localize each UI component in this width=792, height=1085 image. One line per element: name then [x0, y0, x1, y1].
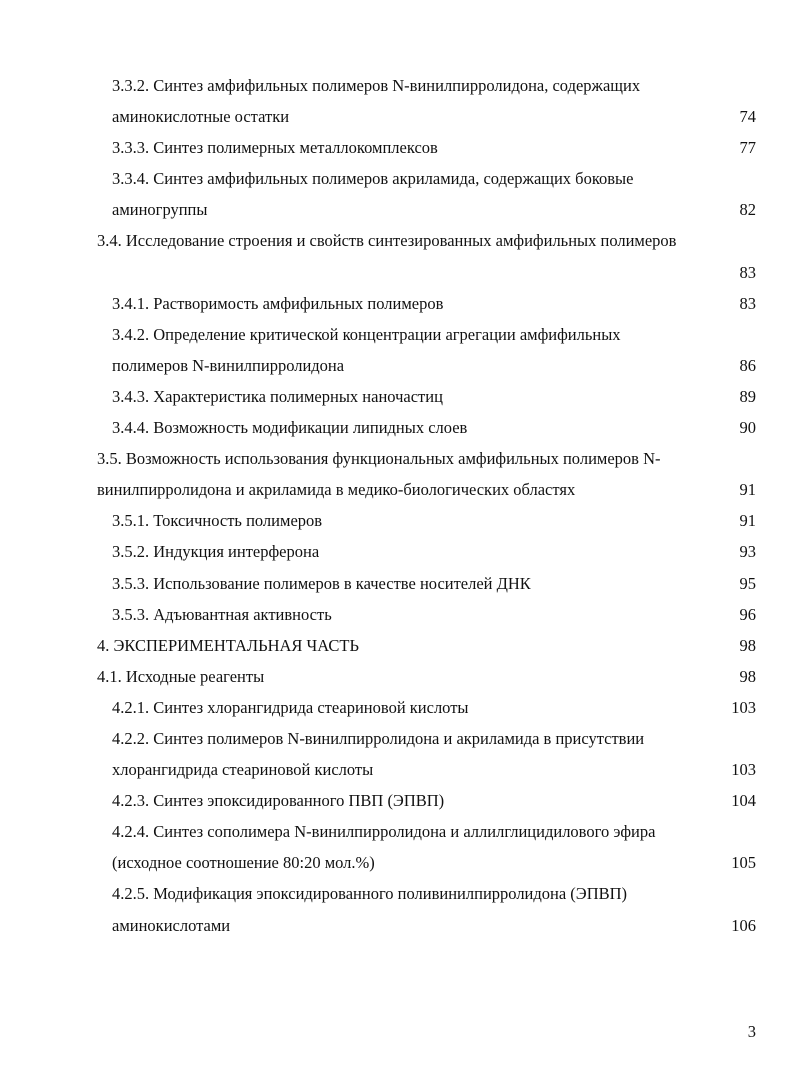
toc-entry-line — [0, 599, 792, 630]
toc-entry-line — [0, 194, 792, 225]
toc-entry-page-number: 74 — [739, 107, 756, 127]
toc-entry-text: 4.2.1. Синтез хлорангидрида стеариновой кислоты — [112, 697, 469, 717]
toc-entry-line — [0, 568, 792, 599]
toc-entry-page-number: 96 — [739, 604, 756, 624]
toc-entry-text: 3.3.4. Синтез амфифильных полимеров акриламида, содержащих боковые — [112, 169, 634, 189]
toc-entry-page-number: 98 — [739, 635, 756, 655]
toc-entry-line — [0, 910, 792, 941]
toc-entry-text: 4.2.5. Модификация эпоксидированного поливинилпирролидона (ЭПВП) — [112, 884, 628, 904]
toc-entry-line — [0, 70, 792, 101]
toc-entry-text: 3.3.3. Синтез полимерных металлокомплексов — [112, 138, 438, 158]
toc-entry-line — [0, 381, 792, 412]
toc-entry-page-number: 90 — [739, 418, 756, 438]
toc-entry-page-number: 106 — [731, 915, 756, 935]
toc-entry-line — [0, 350, 792, 381]
toc-entry-text: аминокислотами — [112, 915, 231, 935]
toc-entry-text: аминокислотные остатки — [112, 107, 290, 127]
toc-entry-text: 3.5.3. Адъювантная активность — [112, 604, 332, 624]
toc-entry-page-number: 105 — [731, 853, 756, 873]
toc-entry-page-number: 77 — [739, 138, 756, 158]
toc-entry-line — [0, 878, 792, 909]
toc-entry-line — [0, 257, 792, 288]
toc-entry-text: 3.4. Исследование строения и свойств синтезированных амфифильных полимеров — [97, 231, 677, 251]
toc-entry-text: 3.4.3. Характеристика полимерных наночастиц — [112, 386, 443, 406]
toc-entry-text: 4.2.3. Синтез эпоксидированного ПВП (ЭПВП) — [112, 791, 445, 811]
toc-entry-page-number: 95 — [739, 573, 756, 593]
toc-entry-text: 3.5.3. Использование полимеров в качестве носителей ДНК — [112, 573, 531, 593]
toc-entry-page-number: 98 — [739, 666, 756, 686]
toc-entry-page-number: 89 — [739, 386, 756, 406]
toc-entry-text: винилпирролидона и акриламида в медико-биологических областях — [97, 480, 576, 500]
toc-entry-page-number: 83 — [739, 293, 756, 313]
page-number: 3 — [747, 1022, 756, 1041]
toc-entry-line — [0, 412, 792, 443]
toc-entry-line — [0, 754, 792, 785]
toc-entry-text: 3.5.2. Индукция интерферона — [112, 542, 320, 562]
toc-entry-text: 3.5. Возможность использования функциональных амфифильных полимеров N- — [97, 449, 661, 469]
toc-entry-page-number: 104 — [731, 791, 756, 811]
toc-entry-text: 3.4.2. Определение критической концентрации агрегации амфифильных — [112, 324, 621, 344]
toc-entry-line — [0, 816, 792, 847]
toc-entry-line — [0, 132, 792, 163]
toc-entry-line — [0, 505, 792, 536]
toc-entry-text: 3.3.2. Синтез амфифильных полимеров N-винилпирролидона, содержащих — [112, 76, 641, 95]
toc-entry-line — [0, 630, 792, 661]
toc-entry-text: 4.2.2. Синтез полимеров N-винилпирролидона и акриламида в присутствии — [112, 728, 645, 748]
toc-entry-line — [0, 319, 792, 350]
toc-entry-line — [0, 723, 792, 754]
toc-entry-line — [0, 785, 792, 816]
toc-entry-page-number: 91 — [739, 511, 756, 531]
toc-entry-text: 3.5.1. Токсичность полимеров — [112, 511, 323, 531]
toc-entry-line — [0, 661, 792, 692]
toc-entry-text: 4.1. Исходные реагенты — [97, 666, 265, 686]
toc-entry-text: 3.4.1. Растворимость амфифильных полимеров — [112, 293, 444, 313]
toc-entry-text: 4. ЭКСПЕРИМЕНТАЛЬНАЯ ЧАСТЬ — [97, 635, 359, 655]
toc-entry-line — [0, 443, 792, 474]
toc-entry-page-number: 91 — [739, 480, 756, 500]
toc-entry-line — [0, 288, 792, 319]
toc-entry-text: аминогруппы — [112, 200, 208, 220]
table-of-contents — [0, 70, 792, 941]
toc-entry-page-number: 83 — [739, 262, 756, 282]
toc-entry-line — [0, 474, 792, 505]
toc-entry-text: 3.4.4. Возможность модификации липидных слоев — [112, 418, 468, 438]
toc-entry-line — [0, 847, 792, 878]
toc-entry-text: хлорангидрида стеариновой кислоты — [112, 760, 374, 780]
toc-entry-line — [0, 101, 792, 132]
toc-entry-line — [0, 225, 792, 256]
toc-entry-text: 4.2.4. Синтез сополимера N-винилпирролидона и аллилглицидилового эфира — [112, 822, 656, 842]
toc-entry-line — [0, 536, 792, 567]
toc-entry-page-number: 93 — [739, 542, 756, 562]
toc-entry-text: полимеров N-винилпирролидона — [112, 355, 345, 375]
toc-entry-text: (исходное соотношение 80:20 мол.%) — [112, 853, 375, 873]
toc-entry-page-number: 86 — [739, 355, 756, 375]
toc-entry-page-number: 103 — [731, 760, 756, 780]
toc-entry-page-number: 103 — [731, 697, 756, 717]
toc-entry-page-number: 82 — [739, 200, 756, 220]
toc-entry-line — [0, 163, 792, 194]
toc-entry-line — [0, 692, 792, 723]
